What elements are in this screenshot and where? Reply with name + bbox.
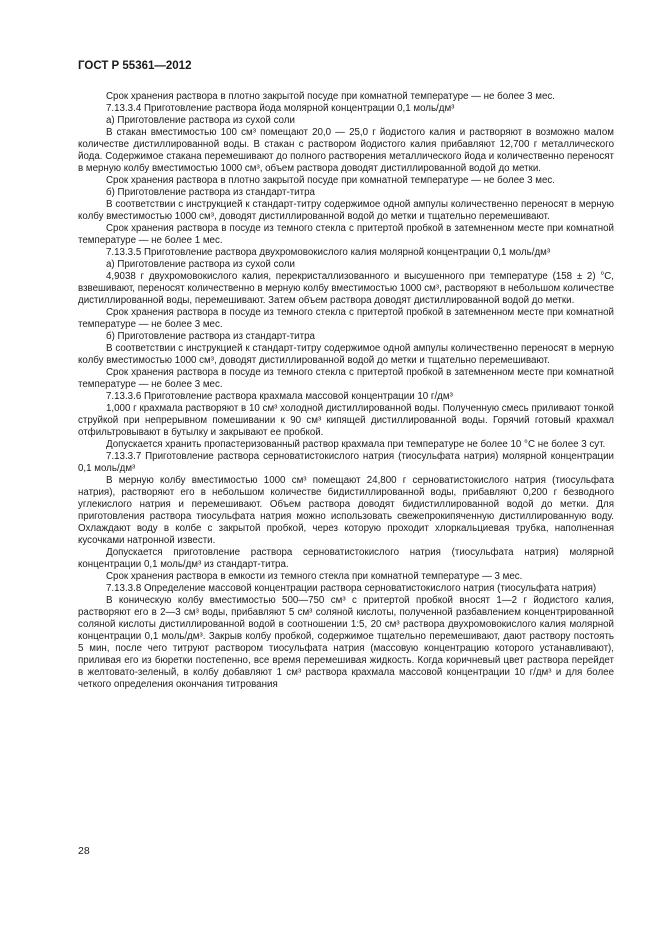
paragraph: 7.13.3.5 Приготовление раствора двухромовокислого калия молярной концентрации 0,1 моль/дм³ — [106, 247, 551, 258]
paragraph: Срок хранения раствора в плотно закрытой посуде при комнатной температуре — не более 3 мес. — [106, 91, 556, 102]
document-header: ГОСТ Р 55361—2012 — [78, 60, 192, 72]
paragraph: 7.13.3.8 Определение массовой концентрации раствора серноватистокислого натрия (тиосульфата натрия) — [106, 583, 597, 594]
paragraph: 1,000 г крахмала растворяют в 10 см³ холодной дистиллированной воды. Полученную смесь приливают тонкой струйкой при непрерывном помешивании к 90 см³ кипящей дистиллированной воды. Горячий готовый крахмал отфильтровывают в бутылку и закрывают ее пробкой. — [78, 403, 614, 438]
paragraph: В мерную колбу вместимостью 1000 см³ помещают 24,800 г серноватистокислого натрия (тиосульфата натрия), растворяют его в небольшом количестве бидистиллированной воды, прибавляют 0,200 г безводного углекислого натрия и перемешивают. Объем раствора доводят бидистиллированной водой до метки. Для приготовления раствора тиосульфата натрия можно использовать свежепрокипяченную дистиллированную воду. Охлаждают воду в колбе с закрытой пробкой, через которую проходит хлоркальциевая трубка, наполненная кусочками натронной извести. — [78, 475, 614, 546]
paragraph: В коническую колбу вместимостью 500—750 см³ с притертой пробкой вносят 1—2 г йодистого калия, растворяют его в 2—3 см³ воды, прибавляют 5 см³ соляной кислоты, полученной разбавлением концентрированной соляной кислоты дистиллированной водой в соотношении 1:5, 20 см³ раствора двухромовокислого калия молярной концентрации 0,1 моль/дм³. Закрыв колбу пробкой, содержимое тщательно перемешивают, дают раствору постоять 5 мин, после чего титруют раствором тиосульфата натрия (массовую концентрацию которого устанавливают), приливая его из бюретки постепенно, все время перемешивая жидкость. Когда коричневый цвет раствора перейдет в желтовато-зеленый, в колбу добавляют 1 см³ раствора крахмала массовой концентрации 10 г/дм³ и для более четкого определения окончания титрования — [78, 595, 614, 690]
paragraph: 7.13.3.6 Приготовление раствора крахмала массовой концентрации 10 г/дм³ — [106, 391, 453, 402]
paragraph: Допускается приготовление раствора серноватистокислого натрия (тиосульфата натрия) молярной концентрации 0,1 моль/дм³ из стандарт-титра. — [78, 547, 614, 570]
paragraph: 7.13.3.7 Приготовление раствора серноватистокислого натрия (тиосульфата натрия) молярной концентрации 0,1 моль/дм³ — [78, 451, 614, 474]
paragraph: Срок хранения раствора в посуде из темного стекла с притертой пробкой в затемненном месте при комнатной температуре — не более 3 мес. — [78, 307, 614, 330]
paragraph: Срок хранения раствора в емкости из темного стекла при комнатной температуре — 3 мес. — [106, 571, 523, 582]
paragraph: а) Приготовление раствора из сухой соли — [106, 115, 295, 126]
paragraph: Срок хранения раствора в посуде из темного стекла с притертой пробкой в затемненном месте при комнатной температуре — не более 3 мес. — [78, 367, 614, 390]
paragraph: 4,9038 г двухромовокислого калия, перекристаллизованного и высушенного при температуре (158 ± 2) °С, взвешивают, переносят количественно в мерную колбу вместимостью 1000 см³, растворяют в небольшом количестве дистиллированной воды, перемешивают. Затем объем раствора доводят дистиллированной водой до метки. — [78, 271, 614, 306]
paragraph: Срок хранения раствора в плотно закрытой посуде при комнатной температуре — не более 3 мес. — [106, 175, 556, 186]
paragraph: В соответствии с инструкцией к стандарт-титру содержимое одной ампулы количественно переносят в мерную колбу вместимостью 1000 см³, доводят дистиллированной водой до метки и тщательно перемешивают. — [78, 343, 614, 366]
paragraph: 7.13.3.4 Приготовление раствора йода молярной концентрации 0,1 моль/дм³ — [106, 103, 455, 114]
paragraph: б) Приготовление раствора из стандарт-титра — [106, 187, 315, 198]
document-body — [78, 91, 614, 691]
paragraph: В стакан вместимостью 100 см³ помещают 20,0 — 25,0 г йодистого калия и растворяют в возможно малом количестве дистиллированной воды. В стакан с раствором йодистого калия прибавляют 12,700 г металлического йода. Содержимое стакана перемешивают до полного растворения металлического йода и количественно переносят в мерную колбу вместимостью 1000 см³, объем раствора доводят дистиллированной водой до метки. — [78, 127, 614, 174]
paragraph: а) Приготовление раствора из сухой соли — [106, 259, 295, 270]
paragraph: Срок хранения раствора в посуде из темного стекла с притертой пробкой в затемненном месте при комнатной температуре — не более 1 мес. — [78, 223, 614, 246]
page-number: 28 — [78, 845, 90, 857]
paragraph: В соответствии с инструкцией к стандарт-титру содержимое одной ампулы количественно переносят в мерную колбу вместимостью 1000 см³, доводят дистиллированной водой до метки и тщательно перемешивают. — [78, 199, 614, 222]
paragraph: Допускается хранить пропастеризованный раствор крахмала при температуре не более 10 °С не более 3 сут. — [106, 439, 606, 450]
paragraph: б) Приготовление раствора из стандарт-титра — [106, 331, 315, 342]
